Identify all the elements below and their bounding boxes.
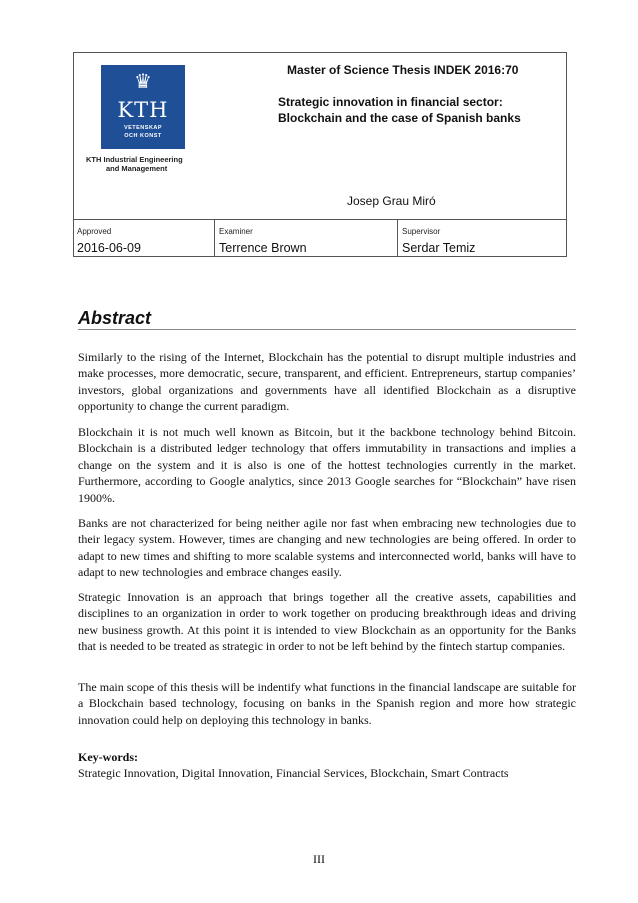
logo-caption-1: KTH Industrial Engineering [86,155,183,164]
thesis-title-line-1: Strategic innovation in financial sector: [278,95,503,109]
supervisor-label: Supervisor [402,227,441,236]
logo-caption-2: and Management [106,164,168,173]
supervisor-value: Serdar Temiz [402,241,476,255]
logo-subtitle-1: VETENSKAP [123,125,163,131]
header-divider [74,219,566,220]
approved-value: 2016-06-09 [77,241,141,255]
abstract-heading: Abstract [78,308,152,328]
abstract-paragraph: Banks are not characterized for being neither agile nor fast when embracing new technologies due to their legacy system. However, times are changing and new technologies are being offered. In order to adapt to new times and shifting to more scalable systems and interconnected world, banks will have to adapt to new technologies and embrace changes easily. [78,516,576,580]
abstract-heading-rule [78,329,576,330]
thesis-header-table [73,52,567,257]
column-divider [397,219,398,256]
examiner-label: Examiner [219,227,253,236]
abstract-paragraph: Similarly to the rising of the Internet, Blockchain has the potential to disrupt multiple industries and make processes, more democratic, secure, transparent, and efficient. Entrepreneurs, startup companies’ investors, global organizations and governments have all identified Blockchain as a disruptive opportunity to change the current paradigm. [78,350,576,414]
page-number: III [313,852,325,866]
logo-subtitle-2: OCH KONST [124,133,162,139]
author-name: Josep Grau Miró [347,194,436,208]
kth-logo [101,65,185,149]
approved-label: Approved [77,227,112,236]
keywords-heading: Key-words: [78,750,138,764]
abstract-paragraph: Strategic Innovation is an approach that brings together all the creative assets, capabilities and disciplines to an organization in order to work together on producing breakthrough ideas and driving new business growth. At this point it is intended to view Blockchain as an opportunity for the Banks that is needed to be treated as strategic in order to not be left behind by the fintech startup companies. [78,590,576,654]
crown-icon: ♛ [134,69,152,93]
abstract-paragraph: The main scope of this thesis will be indentify what functions in the financial landscape are suitable for a Blockchain based technology, focusing on banks in the Spanish region and more how strategic innovation could help on deploying this technology in banks. [78,680,576,727]
examiner-value: Terrence Brown [219,241,307,255]
thesis-title-line-2: Blockchain and the case of Spanish banks [278,111,521,125]
logo-text: KTH [117,98,169,122]
thesis-label: Master of Science Thesis INDEK 2016:70 [287,63,519,77]
header-top-cell [74,53,566,219]
column-divider [214,219,215,256]
keywords-list: Strategic Innovation, Digital Innovation, Financial Services, Blockchain, Smart Contracts [78,766,509,780]
abstract-paragraph: Blockchain it is not much well known as Bitcoin, but it the backbone technology behind Bitcoin. Blockchain is a distributed ledger technology that offers immutability in transactions and implies a change on the system and it is also is one of the hottest technologies currently in the market. Furthermore, according to Google analytics, since 2013 Google searches for “Blockchain” have risen 1900%. [78,425,576,505]
